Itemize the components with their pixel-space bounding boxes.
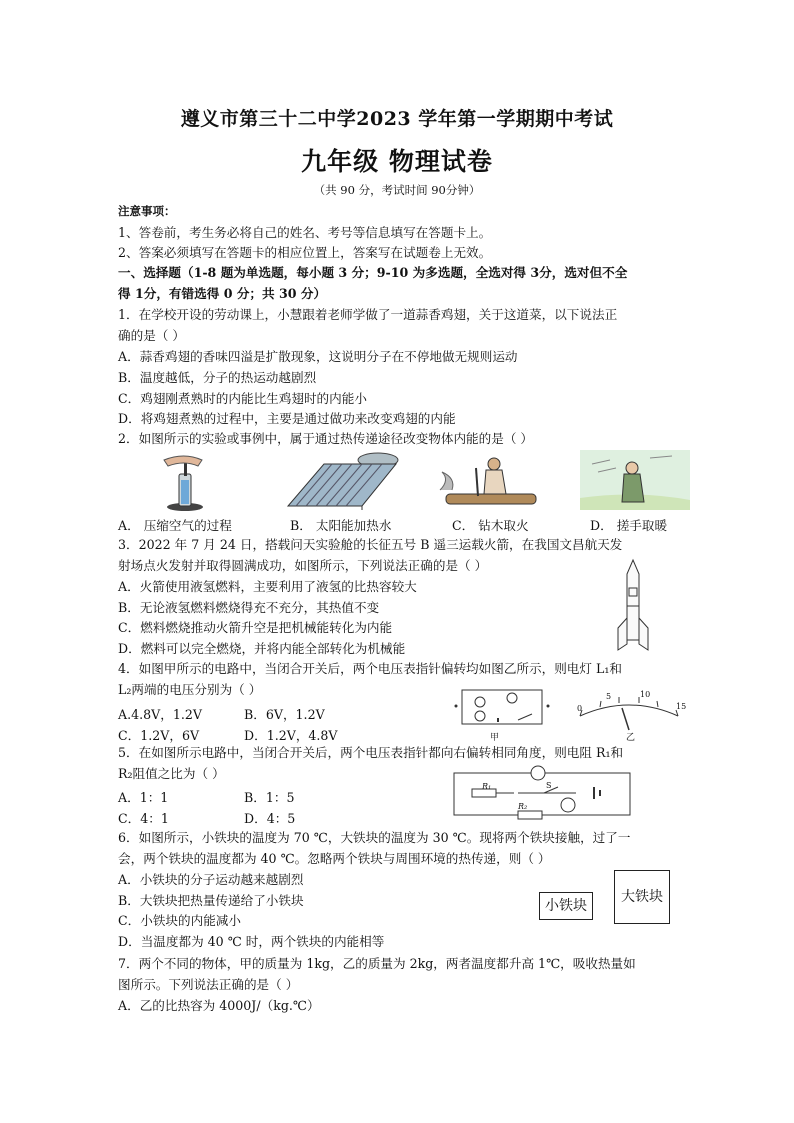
rub-hands-figure (580, 450, 690, 510)
q4-option: A.4.8V，1.2V (118, 707, 202, 722)
section-heading: 得 1分，有错选得 0 分；共 30 分） (118, 286, 327, 301)
q6-option: A．小铁块的分子运动越来越剧烈 (118, 872, 304, 887)
small-iron-block: 小铁块 (539, 892, 593, 920)
q5-stem: R₂阻值之比为（ ） (118, 766, 225, 781)
circuit-jia-figure (446, 684, 556, 740)
q7-stem: 图所示。下列说法正确的是（ ） (118, 977, 299, 992)
q1-option: C．鸡翅刚煮熟时的内能比生鸡翅时的内能小 (118, 391, 367, 406)
scale-label: 15 (676, 702, 687, 711)
q6-option: B．大铁块把热量传递给了小铁块 (118, 893, 304, 908)
note-item: 1、答卷前，考生务必将自己的姓名、考号等信息填写在答题卡上。 (118, 225, 492, 240)
q5-option: A．1：1 (118, 790, 169, 805)
fig-label-s: S (546, 781, 552, 790)
q3-option: C．燃料燃烧推动火箭升空是把机械能转化为内能 (118, 620, 393, 635)
q1-option: B．温度越低，分子的热运动越剧烈 (118, 370, 317, 385)
q3-option: A．火箭使用液氢燃料，主要利用了液氢的比热容较大 (118, 579, 417, 594)
q3-option: D．燃料可以完全燃烧，并将内能全部转化为机械能 (118, 641, 406, 656)
school-title: 遵义市第三十二中学2023 学年第一学期期中考试 (180, 108, 614, 130)
scale-label: 10 (640, 690, 651, 699)
q5-option: C．4：1 (118, 811, 169, 826)
q5-option: B．1：5 (244, 790, 295, 805)
q2-option: A． 压缩空气的过程 (118, 518, 232, 533)
fig-label-yi: 乙 (626, 733, 636, 743)
q4-option: D．1.2V，4.8V (244, 728, 338, 743)
q2-option: B． 太阳能加热水 (290, 518, 392, 533)
scale-label: 0 (577, 704, 583, 713)
paper-title: 九年级 物理试卷 (301, 147, 493, 176)
q4-option: B．6V，1.2V (244, 707, 325, 722)
section-heading: 一、选择题（1-8 题为单选题，每小题 3 分；9-10 为多选题，全选对得 3分，选对但不全 (118, 265, 628, 280)
q4-option: C．1.2V，6V (118, 728, 200, 743)
q1-option: D．将鸡翅煮熟的过程中，主要是通过做功来改变鸡翅的内能 (118, 411, 456, 426)
q2-option: D． 搓手取暖 (590, 518, 668, 533)
solar-heater-figure (284, 450, 402, 510)
q7-stem: 7．两个不同的物体，甲的质量为 1kg，乙的质量为 2kg，两者温度都升高 1℃，吸收热量如 (118, 956, 636, 971)
q6-stem: 6．如图所示，小铁块的温度为 70 ℃，大铁块的温度为 30 ℃。现将两个铁块接触，过了一 (118, 830, 631, 845)
air-pump-figure (150, 452, 220, 512)
fig-label-r2: R₂ (518, 802, 528, 811)
drill-wood-fire-figure (436, 450, 546, 510)
q5-stem: 5．在如图所示电路中，当闭合开关后，两个电压表指针都向右偏转相同角度，则电阻 R₁和 (118, 745, 624, 760)
fig-label-r1: R₁ (482, 782, 492, 791)
q4-stem: 4．如图甲所示的电路中，当闭合开关后，两个电压表指针偏转均如图乙所示，则电灯 L₁和 (118, 661, 622, 676)
q1-stem: 确的是（ ） (118, 328, 185, 343)
q3-stem: 3．2022 年 7 月 24 日，搭载问天实验舱的长征五号 B 遥三运载火箭，在我国文昌航天发 (118, 537, 623, 552)
q1-stem: 1．在学校开设的劳动课上，小慧跟着老师学做了一道蒜香鸡翅，关于这道菜，以下说法正 (118, 307, 618, 322)
exam-subtitle: （共 90 分，考试时间 90分钟） (313, 183, 481, 197)
q3-option: B．无论液氢燃料燃烧得充不充分，其热值不变 (118, 600, 380, 615)
voltmeter-scale-figure (570, 690, 688, 734)
rocket-figure (610, 558, 656, 658)
q6-stem: 会，两个铁块的温度都为 40 ℃。忽略两个铁块与周围环境的热传递，则（ ） (118, 851, 551, 866)
q2-stem: 2．如图所示的实验或事例中，属于通过热传递途径改变物体内能的是（ ） (118, 431, 534, 446)
circuit-q5-figure (448, 765, 638, 821)
q7-option: A．乙的比热容为 4000J/（kg.℃） (118, 998, 320, 1013)
notes-heading: 注意事项： (118, 204, 176, 218)
scale-label: 5 (606, 692, 612, 701)
big-iron-block: 大铁块 (614, 870, 670, 924)
q1-option: A．蒜香鸡翅的香味四溢是扩散现象，这说明分子在不停地做无规则运动 (118, 349, 518, 364)
q3-stem: 射场点火发射并取得圆满成功，如图所示，下列说法正确的是（ ） (118, 558, 488, 573)
note-item: 2、答案必须填写在答题卡的相应位置上，答案写在试题卷上无效。 (118, 245, 492, 260)
fig-label-jia: 甲 (490, 733, 500, 743)
q6-option: C．小铁块的内能减小 (118, 913, 241, 928)
q2-option: C． 钻木取火 (452, 518, 529, 533)
q6-option: D．当温度都为 40 ℃ 时，两个铁块的内能相等 (118, 934, 385, 949)
q4-stem: L₂两端的电压分别为（ ） (118, 682, 262, 697)
q5-option: D．4：5 (244, 811, 296, 826)
